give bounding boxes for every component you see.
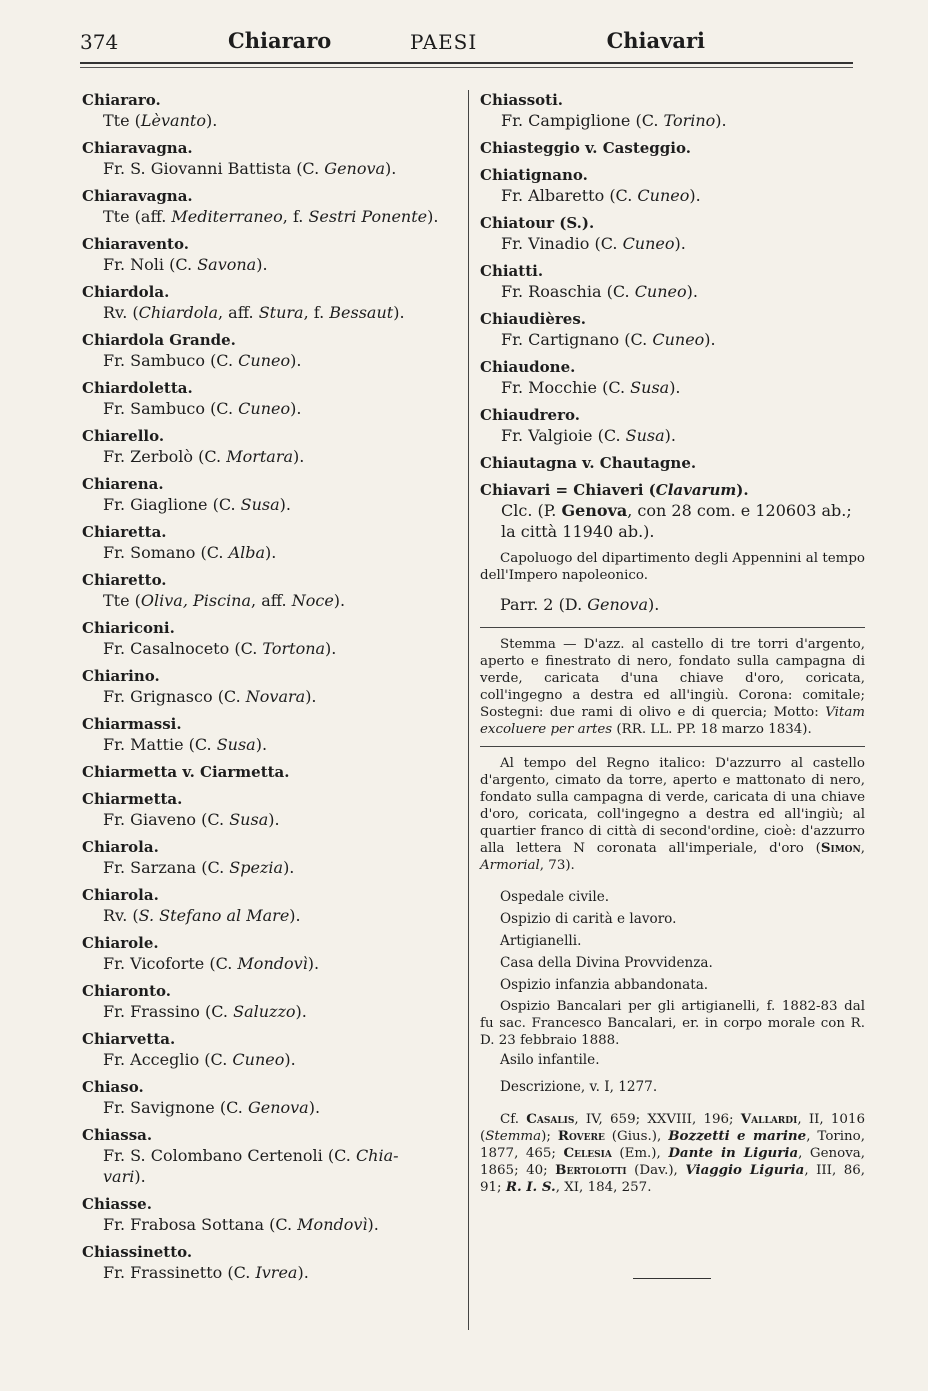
chiavari-parrocchie: Parr. 2 (D. Genova). (500, 595, 660, 614)
entry-location: Fr. Zerbolò (C. Mortara). (103, 447, 305, 466)
gazetteer-entry (82, 474, 462, 515)
gazetteer-entry (82, 762, 462, 782)
institution-item: Artigianelli. (500, 933, 582, 949)
entry-location: Rv. (S. Stefano al Mare). (103, 906, 301, 925)
entry-location: Fr. Vinadio (C. Cuneo). (501, 234, 686, 253)
gazetteer-entry (82, 981, 462, 1022)
entry-location: Fr. Sarzana (C. Spezia). (103, 858, 295, 877)
entry-headword: Chiassinetto. (82, 1243, 193, 1261)
entry-location: vari). (103, 1167, 146, 1186)
gazetteer-entry (82, 234, 462, 275)
gazetteer-entry (82, 186, 462, 227)
entry-headword: Chiarena. (82, 475, 164, 493)
header-last-entry: Chiavari (606, 28, 705, 53)
entry-location: Fr. Vicoforte (C. Mondovì). (103, 954, 320, 973)
entry-headword: Chiassoti. (480, 91, 564, 109)
header-rule-thin (80, 67, 853, 68)
chiavari-descrizione: Descrizione, v. I, 1277. (500, 1079, 658, 1095)
institution-item: Ospedale civile. (500, 889, 610, 905)
entry-location: Fr. Frabosa Sottana (C. Mondovì). (103, 1215, 379, 1234)
gazetteer-entry (82, 570, 462, 611)
entry-headword: Chiarola. (82, 838, 159, 856)
entry-location: Fr. Frassino (C. Saluzzo). (103, 1002, 307, 1021)
chiavari-asilo: Asilo infantile. (500, 1052, 600, 1068)
gazetteer-entry (480, 165, 865, 206)
gazetteer-entry (82, 330, 462, 371)
entry-headword: Chiaravagna. (82, 139, 193, 157)
gazetteer-entry (480, 453, 865, 473)
gazetteer-entry (480, 90, 865, 131)
gazetteer-entry (82, 90, 462, 131)
entry-location: Fr. Frassinetto (C. Ivrea). (103, 1263, 309, 1282)
entry-location: Fr. Casalnoceto (C. Tortona). (103, 639, 337, 658)
gazetteer-entry (82, 426, 462, 467)
gazetteer-entry (82, 837, 462, 878)
gazetteer-entry (480, 309, 865, 350)
entry-location: Fr. Noli (C. Savona). (103, 255, 268, 274)
entry-headword: Chiarvetta. (82, 1030, 176, 1048)
entry-headword: Chiararo. (82, 91, 161, 109)
page-number: 374 (80, 30, 119, 54)
entry-headword: Chiaravagna. (82, 187, 193, 205)
entry-location: Tte (Lèvanto). (103, 111, 218, 130)
entry-end-rule (633, 1278, 711, 1279)
entry-location: Fr. S. Giovanni Battista (C. Genova). (103, 159, 397, 178)
gazetteer-entry (82, 618, 462, 659)
chiavari-ospizio-bancalari: Ospizio Bancalari per gli artigianelli, f. 1882-83 dal fu sac. Francesco Bancalari, er. in corpo morale con R. D. 23 febbraio 1888. (480, 999, 865, 1048)
section-rule (480, 746, 865, 747)
gazetteer-entry (82, 1077, 462, 1118)
entry-headword: Chiarino. (82, 667, 160, 685)
gazetteer-entry (82, 789, 462, 830)
entry-headword: Chiatignano. (480, 166, 588, 184)
entry-headword: Chiaretta. (82, 523, 167, 541)
left-column (82, 90, 462, 1290)
entry-headword: Chiarmetta v. Ciarmetta. (82, 763, 290, 781)
gazetteer-entry (82, 666, 462, 707)
entry-headword: Chiarmassi. (82, 715, 182, 733)
entry-location: Fr. Savignone (C. Genova). (103, 1098, 321, 1117)
chiavari-headword: Chiavari = Chiaveri (Clavarum). (480, 481, 749, 499)
entry-headword: Chiardola Grande. (82, 331, 236, 349)
gazetteer-entry (82, 282, 462, 323)
header-rule-thick (80, 62, 853, 64)
entry-location: Fr. Roaschia (C. Cuneo). (501, 282, 698, 301)
gazetteer-entry (82, 138, 462, 179)
institution-item: Ospizio di carità e lavoro. (500, 911, 677, 927)
entry-headword: Chiatti. (480, 262, 544, 280)
entry-headword: Chiatour (S.). (480, 214, 595, 232)
entry-headword: Chiarello. (82, 427, 165, 445)
entry-headword: Chiaretto. (82, 571, 167, 589)
entry-location: Fr. Acceglio (C. Cuneo). (103, 1050, 296, 1069)
entry-headword: Chiarola. (82, 886, 159, 904)
header-section-title: PAESI (410, 30, 478, 54)
institution-item: Casa della Divina Provvidenza. (500, 955, 713, 971)
chiavari-line-2: la città 11940 ab.). (501, 522, 655, 541)
entry-location: Fr. Sambuco (C. Cuneo). (103, 351, 302, 370)
entry-headword: Chiaudone. (480, 358, 576, 376)
gazetteer-entry (82, 1242, 462, 1283)
entry-headword: Chiaravento. (82, 235, 189, 253)
entry-headword: Chiasteggio v. Casteggio. (480, 139, 691, 157)
entry-location: Fr. Mattie (C. Susa). (103, 735, 268, 754)
entry-headword: Chiaronto. (82, 982, 171, 1000)
gazetteer-entry (480, 261, 865, 302)
gazetteer-entry (82, 933, 462, 974)
entry-headword: Chiardoletta. (82, 379, 193, 397)
chiavari-entry (480, 480, 865, 1196)
gazetteer-entry (82, 1029, 462, 1070)
right-column (480, 90, 865, 1196)
entry-headword: Chiautagna v. Chautagne. (480, 454, 697, 472)
chiavari-stemma: Stemma — D'azz. al castello di tre torri d'argento, aperto e finestrato di nero, fondato sulla campagna di verde, caricata d'una chiave d'oro, coricata, coll'ingegno a destra ed all'ingiù. Corona: comitale; Sostegni: due rami di olivo e di quercia; Motto: Vitam excoluere per artes (RR. LL. PP. 18 marzo 1834). (480, 637, 865, 737)
entry-location: Fr. Grignasco (C. Novara). (103, 687, 317, 706)
gazetteer-entry (480, 138, 865, 158)
entry-headword: Chiaso. (82, 1078, 144, 1096)
entry-location: Fr. Albaretto (C. Cuneo). (501, 186, 701, 205)
entry-location: Fr. Campiglione (C. Torino). (501, 111, 727, 130)
entry-location: Fr. Somano (C. Alba). (103, 543, 277, 562)
gazetteer-entry (82, 1194, 462, 1235)
header-first-entry: Chiararo (228, 28, 332, 53)
entry-location: Fr. S. Colombano Certenoli (C. Chia- (103, 1146, 399, 1165)
entry-location: Rv. (Chiardola, aff. Stura, f. Bessaut). (103, 303, 405, 322)
gazetteer-entry (82, 1125, 462, 1187)
entry-location: Tte (Oliva, Piscina, aff. Noce). (103, 591, 346, 610)
entry-headword: Chiarmetta. (82, 790, 183, 808)
entry-headword: Chiarole. (82, 934, 159, 952)
gazetteer-entry (82, 885, 462, 926)
gazetteer-entry (480, 405, 865, 446)
page-header (80, 28, 853, 62)
entry-headword: Chiassa. (82, 1126, 153, 1144)
chiavari-capoluogo: Capoluogo del dipartimento degli Appennini al tempo dell'Impero napoleonico. (480, 551, 865, 583)
chiavari-bibliography: Cf. Casalis, IV, 659; XXVIII, 196; Vallardi, II, 1016 (Stemma); Rovere (Gius.), Bozzetti e marine, Torino, 1877, 465; Celesia (Em.), Dante in Liguria, Genova, 1865; 40; Bertolotti (Dav.), Viaggio Liguria, III, 86, 91; R. I. S., XI, 184, 257. (480, 1111, 866, 1195)
gazetteer-entry (480, 213, 865, 254)
entry-location: Tte (aff. Mediterraneo, f. Sestri Ponente). (103, 207, 439, 226)
entry-headword: Chiaudrero. (480, 406, 580, 424)
gazetteer-entry (480, 357, 865, 398)
entry-location: Fr. Sambuco (C. Cuneo). (103, 399, 302, 418)
gazetteer-entry (82, 714, 462, 755)
entry-location: Fr. Giaveno (C. Susa). (103, 810, 280, 829)
chiavari-line-1: Clc. (P. Genova, con 28 com. e 120603 ab.; (501, 501, 852, 520)
chiavari-institutions (480, 886, 865, 996)
gazetteer-entry (82, 378, 462, 419)
entry-headword: Chiasse. (82, 1195, 152, 1213)
right-column-entries (480, 90, 865, 473)
entry-location: Fr. Cartignano (C. Cuneo). (501, 330, 716, 349)
entry-location: Fr. Valgioie (C. Susa). (501, 426, 676, 445)
section-rule (480, 627, 865, 628)
entry-headword: Chiariconi. (82, 619, 175, 637)
institution-item: Ospizio infanzia abbandonata. (500, 977, 709, 993)
entry-location: Fr. Giaglione (C. Susa). (103, 495, 291, 514)
column-divider (468, 90, 469, 1330)
chiavari-regno-italico: Al tempo del Regno italico: D'azzurro al castello d'argento, cimato da torre, aperto e mattonato di nero, fondato sulla campagna di verde, caricata di una chiave d'oro, coricata, coll'ingegno a destra ed all'ingiù; al quartier franco di città di second'ordine, cioè: d'azzurro alla lettera N coronata all'imperiale, d'oro (Simon, Armorial, 73). (480, 756, 865, 873)
entry-location: Fr. Mocchie (C. Susa). (501, 378, 681, 397)
gazetteer-entry (82, 522, 462, 563)
entry-headword: Chiardola. (82, 283, 170, 301)
entry-headword: Chiaudières. (480, 310, 587, 328)
